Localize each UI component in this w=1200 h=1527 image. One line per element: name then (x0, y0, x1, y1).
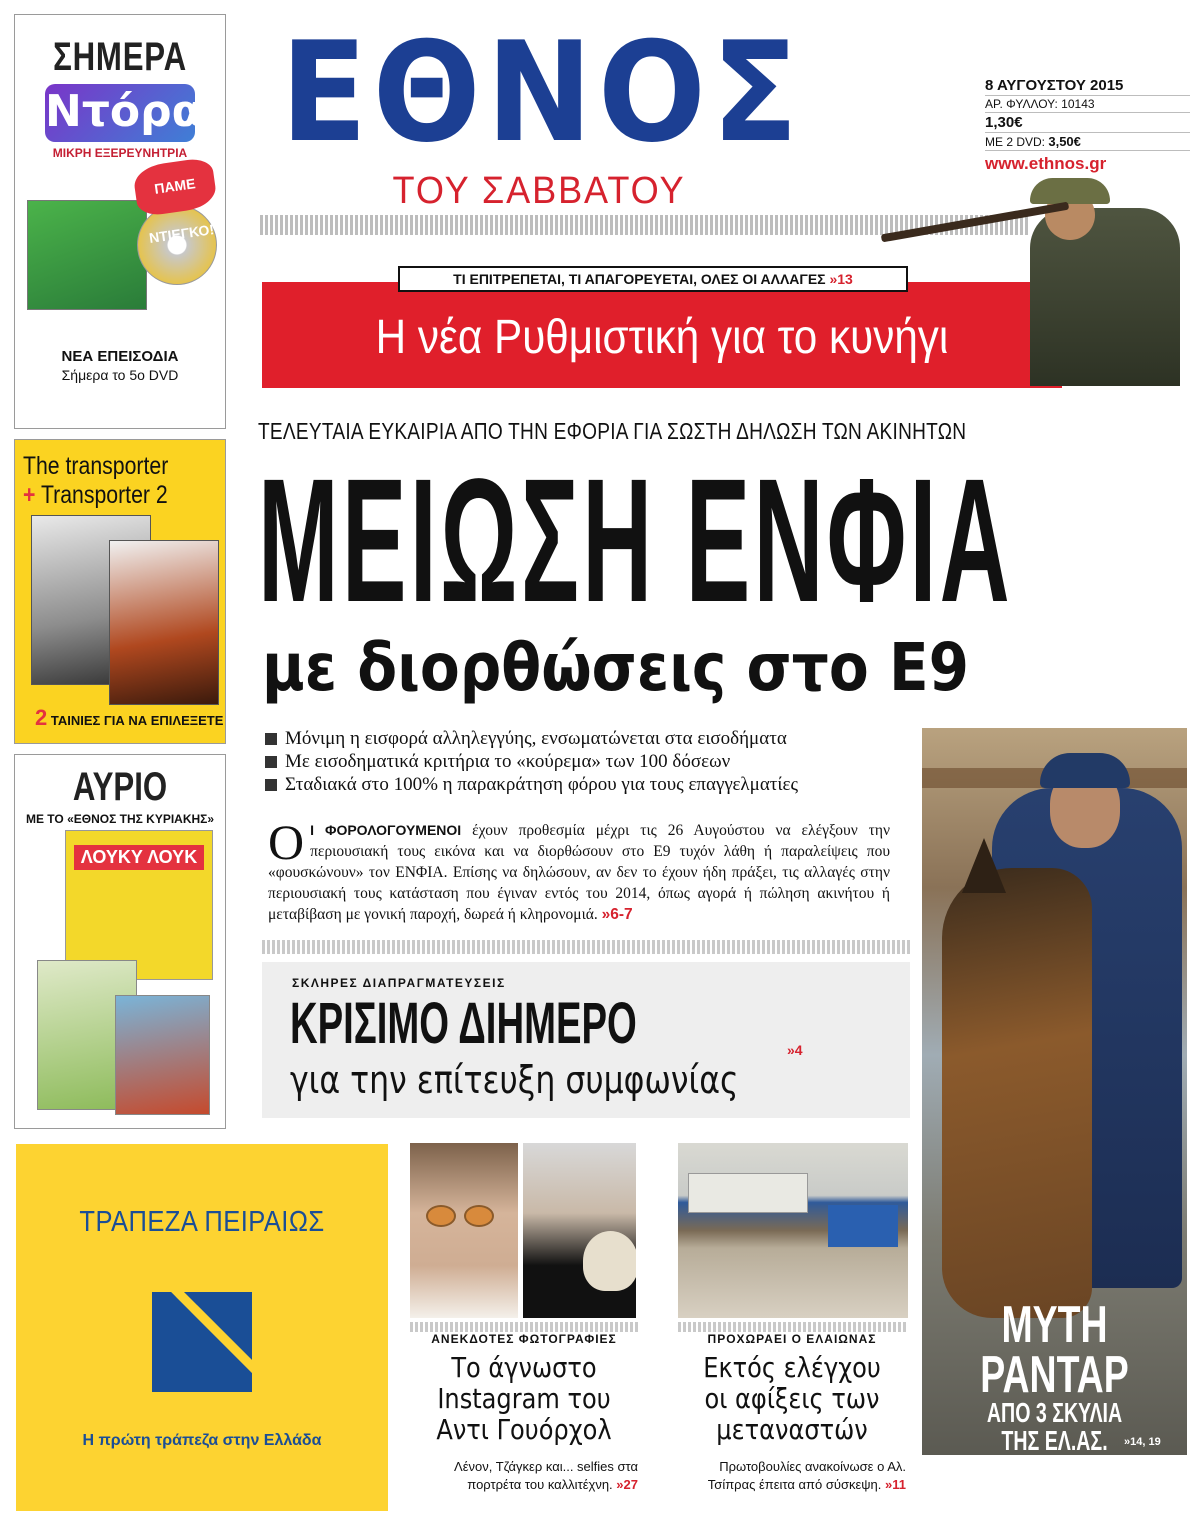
hunting-kicker (398, 266, 908, 292)
dog-ear (962, 838, 1006, 893)
issue-number: ΑΡ. ΦΥΛΛΟΥ: 10143 (985, 96, 1190, 113)
hunter-hat (1030, 178, 1110, 204)
warhol-portrait-photo[interactable] (523, 1143, 636, 1318)
migrants-camp-photo[interactable] (678, 1143, 908, 1318)
bullet-text: Με εισοδηματικά κριτήρια το «κούρεμα» των 100 δόσεων (285, 750, 731, 772)
story-text: έχουν προθεσμία μέχρι τις 26 Αυγούστου να ελέγξουν την περιουσιακή τους εικόνα και να διορθώσουν στο Ε9 τυχόν λάθη ή παραλείψεις που «φουσκώνουν» τον ΕΝΦΙΑ. Επίσης να δηλώσουν, αν δεν το έχουν ήδη πράξει, τις αλλαγές στην περιουσιακή τους κατάσταση που έγιναν εντός του 2014, όπως αγορά ή πώληση ακινήτου ή μεταβίβαση με γονική παροχή, δωρεά ή κληρονομιά. (268, 822, 890, 923)
headline-line: Το άγνωστο (451, 1351, 597, 1384)
transporter-title-1: The transporter (23, 452, 169, 480)
transporter-title-2-text: Transporter 2 (40, 481, 168, 509)
main-story-body (268, 814, 890, 925)
radar-line-1: ΜΥΤΗ (1001, 1296, 1108, 1354)
migrants-kicker: ΠΡΟΧΩΡΑΕΙ Ο ΕΛΑΙΩΝΑΣ (707, 1332, 877, 1346)
radar-line-3: ΑΠΟ 3 ΣΚΥΛΙΑ (986, 1397, 1123, 1428)
piraeus-bank-ad[interactable] (16, 1144, 388, 1511)
police-dog-photo[interactable] (922, 728, 1187, 1455)
headline-line: Instagram του (437, 1382, 611, 1415)
migrants-page-ref: »11 (885, 1477, 906, 1492)
square-bullet-icon (265, 733, 277, 745)
dvd-price-row (985, 133, 1190, 151)
bullet-text: Μόνιμη η εισφορά αλληλεγγύης, ενσωματώνεται στα εισοδήματα (285, 727, 787, 749)
headline-line: Αντι Γουόρχολ (436, 1413, 612, 1446)
transporter-choice-label (35, 705, 223, 731)
foot-line-text: Τσίπρας έπειτα από σύσκεψη. (707, 1477, 882, 1492)
transporter-title-2 (23, 481, 195, 510)
main-deck: με διορθώσεις στο Ε9 (262, 629, 970, 706)
plus-icon: + (23, 481, 36, 509)
negotiations-page-ref: »4 (787, 1042, 803, 1058)
instagram-headline[interactable] (423, 1352, 626, 1445)
square-bullet-icon (265, 779, 277, 791)
instagram-divider (410, 1322, 638, 1332)
logo-stripe (191, 1305, 252, 1392)
container-unit (688, 1173, 808, 1213)
hunting-page-ref: »13 (829, 271, 853, 287)
piraeus-bank-logo-icon (152, 1292, 252, 1392)
instagram-footnote (400, 1458, 638, 1494)
radar-line-2: ΡΑΝΤΑΡ (980, 1346, 1129, 1404)
dora-dvd-promo[interactable] (14, 14, 226, 429)
negotiations-box[interactable] (262, 962, 910, 1118)
dora-today-label: ΣΗΜΕΡΑ (53, 35, 187, 79)
sunday-title: ΑΥΡΙΟ (72, 765, 168, 809)
dora-caption-sub: Σήμερα το 5ο DVD (61, 367, 179, 383)
main-bullets (265, 727, 915, 796)
lennon-portrait-photo[interactable] (410, 1143, 518, 1318)
story-dropcap: Ο (268, 814, 305, 870)
dora-subtitle: ΜΙΚΡΗ ΕΞΕΡΕΥΝΗΤΡΙΑ (52, 146, 188, 160)
negotiations-kicker: ΣΚΛΗΡΕΣ ΔΙΑΠΡΑΓΜΑΤΕΥΣΕΙΣ (292, 976, 506, 990)
issue-price: 1,30€ (985, 113, 1190, 133)
migrants-footnote (668, 1458, 906, 1494)
dog-figure (942, 868, 1092, 1318)
dvd-cover-image (27, 200, 147, 310)
headline-line: μεταναστών (716, 1413, 868, 1446)
masthead[interactable] (258, 12, 820, 212)
headline-line: Εκτός ελέγχου (703, 1351, 881, 1384)
radar-page-ref: »14, 19 (1124, 1436, 1161, 1448)
travel-book-image (115, 995, 210, 1115)
instagram-page-ref: »27 (616, 1477, 638, 1492)
issue-date: 8 ΑΥΓΟΥΣΤΟΥ 2015 (985, 76, 1190, 96)
lucky-luke-book-image (65, 830, 213, 980)
foot-line-2 (400, 1476, 638, 1494)
dora-caption: ΝΕΑ ΕΠΕΙΣΟΔΙΑ (61, 348, 179, 365)
migrants-divider (678, 1322, 906, 1332)
logo-stripe (161, 1292, 252, 1388)
headline-line: οι αφίξεις των (704, 1382, 880, 1415)
foot-line-2 (668, 1476, 906, 1494)
bullet-item (265, 773, 915, 796)
radar-line-4: ΤΗΣ ΕΛ.ΑΣ. (1001, 1425, 1108, 1455)
bullet-item (265, 750, 915, 773)
main-kicker: ΤΕΛΕΥΤΑΙΑ ΕΥΚΑΙΡΙΑ ΑΠΟ ΤΗΝ ΕΦΟΡΙΑ ΓΙΑ ΣΩΣΤΗ ΔΗΛΩΣΗ ΤΩΝ ΑΚΙΝΗΤΩΝ (258, 418, 967, 444)
story-lead: Ι ΦΟΡΟΛΟΓΟΥΜΕΝΟΙ (310, 822, 462, 838)
transporter-dvd-promo[interactable] (14, 439, 226, 744)
website-link[interactable]: www.ethnos.gr (985, 154, 1107, 173)
bank-tagline: Η πρώτη τράπεζα στην Ελλάδα (82, 1432, 322, 1449)
diego-badge: ΠΑΜΕ ΝΤΙΕΓΚΟ! (132, 157, 218, 218)
truck-icon (828, 1205, 898, 1247)
migrants-headline[interactable] (691, 1352, 894, 1445)
transporter-choice-text: ΤΑΙΝΙΕΣ ΓΙΑ ΝΑ ΕΠΙΛΕΞΕΤΕ (50, 713, 224, 728)
main-headline[interactable]: ΜΕΙΩΣΗ ΕΝΦΙΑ (258, 443, 1013, 639)
bank-name: ΤΡΑΠΕΖΑ ΠΕΙΡΑΙΩΣ (79, 1206, 325, 1238)
dora-dvd-artwork (27, 175, 215, 340)
dvd-price: 3,50€ (1048, 134, 1081, 149)
officer-cap (1040, 753, 1130, 788)
sunday-subtitle: ΜΕ ΤΟ «ΕΘΝΟΣ ΤΗΣ ΚΥΡΙΑΚΗΣ» (25, 812, 215, 826)
bullet-item (265, 727, 915, 750)
dora-logo: Ντόρα (45, 84, 195, 142)
hunting-headline[interactable]: Η νέα Ρυθμιστική για το κυνήγι (375, 311, 949, 364)
foot-line: Πρωτοβουλίες ανακοίνωσε ο Αλ. (719, 1459, 906, 1474)
negotiations-deck: για την επίτευξη συμφωνίας (290, 1058, 739, 1102)
masthead-subtitle: ΤΟΥ ΣΑΒΒΑΤΟΥ (392, 170, 686, 212)
square-bullet-icon (265, 756, 277, 768)
foot-line: Λένον, Τζάγκερ και... selfies στα (454, 1459, 638, 1474)
dvd-price-label: ΜΕ 2 DVD: (985, 135, 1046, 149)
foot-line-text: πορτρέτα του καλλιτέχνη. (467, 1477, 613, 1492)
skull-icon (583, 1231, 636, 1291)
transporter-count: 2 (35, 705, 48, 730)
lucky-luke-title: ΛΟΥΚΥ ΛΟΥΚ (74, 845, 204, 870)
left-promo-column (14, 14, 226, 1129)
hunting-kicker-text: ΤΙ ΕΠΙΤΡΕΠΕΤΑΙ, ΤΙ ΑΠΑΓΟΡΕΥΕΤΑΙ, ΟΛΕΣ ΟΙ ΑΛΛΑΓΕΣ (453, 271, 826, 287)
masthead-title: ΕΘΝΟΣ (280, 12, 804, 173)
bullet-text: Σταδιακά στο 100% η παρακράτηση φόρου για τους επαγγελματίες (285, 773, 799, 795)
instagram-kicker: ΑΝΕΚΔΟΤΕΣ ΦΩΤΟΓΡΑΦΙΕΣ (431, 1332, 617, 1346)
hunter-figure (1030, 208, 1180, 386)
issue-info (985, 76, 1190, 175)
negotiations-headline: ΚΡΙΣΙΜΟ ΔΙΗΜΕΡΟ (290, 991, 637, 1056)
story-divider (262, 940, 912, 954)
logo-stripe (176, 1292, 252, 1392)
round-glasses-icon (426, 1205, 502, 1227)
story-page-ref[interactable]: »6-7 (601, 906, 633, 923)
transporter2-cover-image (109, 540, 219, 705)
sunday-edition-promo[interactable] (14, 754, 226, 1129)
